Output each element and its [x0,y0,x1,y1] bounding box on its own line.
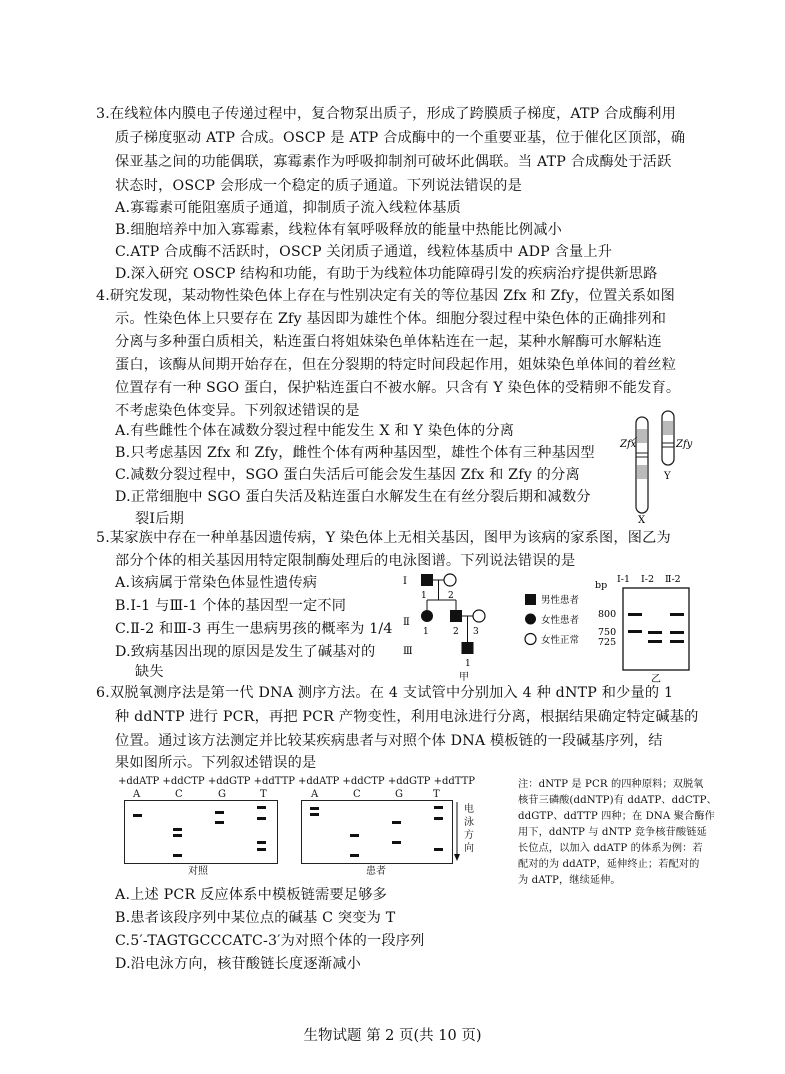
q6-stem-line-2: 种 ddNTP 进行 PCR，再把 PCR 产物变性，利用电泳进行分离，根据结果确定特定碱基的 [115,709,699,725]
q3-stem-line-1: 3.在线粒体内膜电子传递过程中，复合物泵出质子，形成了跨膜质子梯度，ATP 合成酶利用 [96,106,677,122]
patient-tube-header: +ddATP +ddCTP +ddGTP +ddTTP [298,776,476,787]
note-line-4: 用下，ddNTP 与 dNTP 竞争核苷酸链延 [518,827,707,838]
direction-label: 电 泳 方 向 [464,804,474,854]
band [257,841,266,844]
ii-2-affected-male [450,610,462,622]
q3-option-a: A.寡霉素可能阻塞质子通道，抑制质子流入线粒体基质 [115,200,462,216]
band [434,817,443,820]
band [173,854,182,857]
q6-stem-line-1: 6.双脱氧测序法是第一代 DNA 测序方法。在 4 支试管中分别加入 4 种 dNTP 和少量的 1 [96,685,674,701]
sex-chromosome-figure [612,407,702,525]
i-2-normal-female [444,574,456,586]
band [350,854,359,857]
patient-gel [301,800,453,864]
pedigree-chart [395,570,595,682]
y-label: Y [664,471,671,482]
q5-option-d-cont: 缺失 [135,664,164,680]
q5-option-a: A.该病属于常染色体显性遗传病 [115,575,318,591]
q4-stem-line-2: 示。性染色体上只要存在 Zfy 基因即为雄性个体。细胞分裂过程中染色体的正确排列和 [115,311,667,327]
iii-1-number: 1 [465,659,471,669]
marker-725: 725 [598,637,617,648]
note-line-5: 长位点，以加入 ddATP 的体系为例：若 [518,843,703,854]
control-lane-t: T [260,789,267,800]
i-2-number: 2 [448,591,454,601]
marker-750: 750 [598,627,617,638]
legend-normal-female: 女性正常 [541,635,580,646]
pedigree-caption: 甲 [459,672,469,682]
q4-stem-line-6: 不考虑染色体变异。下列叙述错误的是 [115,403,360,419]
note-line-3: ddGTP、ddTTP 四种；在 DNA 聚合酶作 [518,811,715,822]
note-line-6: 配对的为 ddATP，延伸终止；若配对的 [518,859,700,870]
note-line-1: 注：dNTP 是 PCR 的四种原料；双脱氧 [518,779,704,790]
q3-stem-line-2: 质子梯度驱动 ATP 合成。OSCP 是 ATP 合成酶中的一个重要亚基，位于催化区顶部，确 [115,130,686,146]
q6-stem-line-3: 位置。通过该方法测定并比较某疾病患者与对照个体 DNA 模板链的一段碱基序列，结 [115,733,663,749]
band [392,821,401,824]
lane-i-2: Ⅰ-2 [641,574,655,585]
patient-lane-g: G [395,789,403,800]
control-lane-a: A [133,789,141,800]
q3-stem-line-4: 状态时，OSCP 会形成一个稳定的质子通道。下列说法错误的是 [115,178,522,194]
gen-2-label: Ⅱ [403,617,410,628]
q4-option-d: D.正常细胞中 SGO 蛋白失活及粘连蛋白水解发生在有丝分裂后期和减数分 [115,489,591,505]
q4-stem-line-1: 4.研究发现，某动物性染色体上存在与性别决定有关的等位基因 Zfx 和 Zfy，位置关系如图 [96,288,676,304]
q4-stem-line-5: 位置存有一种 SGO 蛋白，保护粘连蛋白不被水解。只含有 Y 染色体的受精卵不能发育。 [115,380,681,396]
q4-option-d-cont: 裂Ⅰ后期 [135,511,184,527]
band [648,631,662,634]
band [215,811,224,814]
band [670,640,684,643]
q5-option-b: B.Ⅰ-1 与Ⅲ-1 个体的基因型一定不同 [115,598,347,614]
gel-caption: 乙 [651,674,661,684]
band [215,821,224,824]
control-gel [124,800,278,864]
band [133,814,142,817]
control-tube-header: +ddATP +ddCTP +ddGTP +ddTTP [118,776,296,787]
band [628,630,642,633]
band [628,613,642,616]
band [310,813,319,816]
q3-option-d: D.深入研究 OSCP 结构和功能，有助于为线粒体功能障碍引发的疾病治疗提供新思路 [115,266,658,282]
control-label: 对照 [188,866,208,877]
band [257,848,266,851]
legend-affected-male: 男性患者 [541,595,580,606]
band [350,834,359,837]
band [392,841,401,844]
lane-ii-2: Ⅱ-2 [665,574,681,585]
q4-option-c: C.减数分裂过程中，SGO 蛋白失活后可能会发生基因 Zfx 和 Zfy 的分离 [115,467,580,483]
page-footer: 生物试题 第 2 页(共 10 页) [303,1028,482,1044]
patient-label: 患者 [366,866,386,877]
q4-stem-line-3: 分离与多种蛋白质相关，粘连蛋白将姐妹染色单体粘连在一起，某种水解酶可水解粘连 [115,334,662,350]
band [670,613,684,616]
q6-stem-line-4: 果如图所示。下列叙述错误的是 [115,755,317,771]
band [648,640,662,643]
patient-lane-a: A [311,789,319,800]
control-lane-c: C [175,789,183,800]
band [173,834,182,837]
lane-i-1: Ⅰ-1 [617,574,631,585]
band [257,817,266,820]
band [434,848,443,851]
x-label: X [638,515,646,525]
ii-1-affected-female [421,610,433,622]
band [670,631,684,634]
band [434,806,443,809]
q5-option-d: D.致病基因出现的原因是发生了碱基对的 [115,644,376,660]
i-1-affected-male [421,574,433,586]
q5-option-c: C.Ⅱ-2 和Ⅲ-3 再生一患病男孩的概率为 1/4 [115,621,393,637]
ii-1-number: 1 [423,627,429,637]
q6-option-a: A.上述 PCR 反应体系中模板链需要足够多 [115,887,388,903]
q4-stem-line-4: 蛋白，该酶从间期开始存在，但在分裂期的特定时间段起作用，姐妹染色单体间的着丝粒 [115,357,677,373]
patient-lane-c: C [353,789,361,800]
band [173,828,182,831]
q5-stem-line-2: 部分个体的相关基因用特定限制酶处理后的电泳图谱。下列说法错误的是 [115,553,576,569]
i-1-number: 1 [421,591,427,601]
note-line-7: 为 dATP，继续延伸。 [518,875,621,886]
ii-3-normal-female [473,610,485,622]
marker-800: 800 [598,609,617,620]
q3-option-b: B.细胞培养中加入寡霉素，线粒体有氧呼吸释放的能量中热能比例减小 [115,222,562,238]
patient-lane-t: T [433,789,440,800]
zfx-label: Zfx [620,439,637,450]
q3-stem-line-3: 保亚基之间的功能偶联，寡霉素作为呼吸抑制剂可破坏此偶联。当 ATP 合成酶处于活跃 [115,154,672,170]
legend-affected-female: 女性患者 [541,615,580,626]
iii-1-affected-male [462,642,474,654]
electrophoresis-gel-yi [595,572,695,684]
gen-1-label: Ⅰ [403,576,407,587]
q4-option-a: A.有些雌性个体在减数分裂过程中能发生 X 和 Y 染色体的分离 [115,423,515,439]
zfy-label: Zfy [676,439,693,450]
band [257,806,266,809]
gen-3-label: Ⅲ [403,646,413,657]
note-line-2: 核苷三磷酸(ddNTP)有 ddATP、ddCTP、 [518,795,717,806]
q5-stem-line-1: 5.某家族中存在一种单基因遗传病，Y 染色体上无相关基因，图甲为该病的家系图，图乙为 [96,530,671,546]
ii-2-number: 2 [453,627,459,637]
band [310,807,319,810]
q6-option-b: B.患者该段序列中某位点的碱基 C 突变为 T [115,910,396,926]
ii-3-number: 3 [473,627,479,637]
q6-option-d: D.沿电泳方向，核苷酸链长度逐渐减小 [115,956,361,972]
bp-label: bp [595,580,608,591]
control-lane-g: G [218,789,226,800]
q6-option-c: C.5′-TAGTGCCCATC-3′为对照个体的一段序列 [115,933,425,949]
q4-option-b: B.只考虑基因 Zfx 和 Zfy，雌性个体有两种基因型，雄性个体有三种基因型 [115,445,595,461]
electrophoresis-direction-arrow-icon [452,800,462,862]
q3-option-c: C.ATP 合成酶不活跃时，OSCP 关闭质子通道，线粒体基质中 ADP 含量上升 [115,244,613,260]
